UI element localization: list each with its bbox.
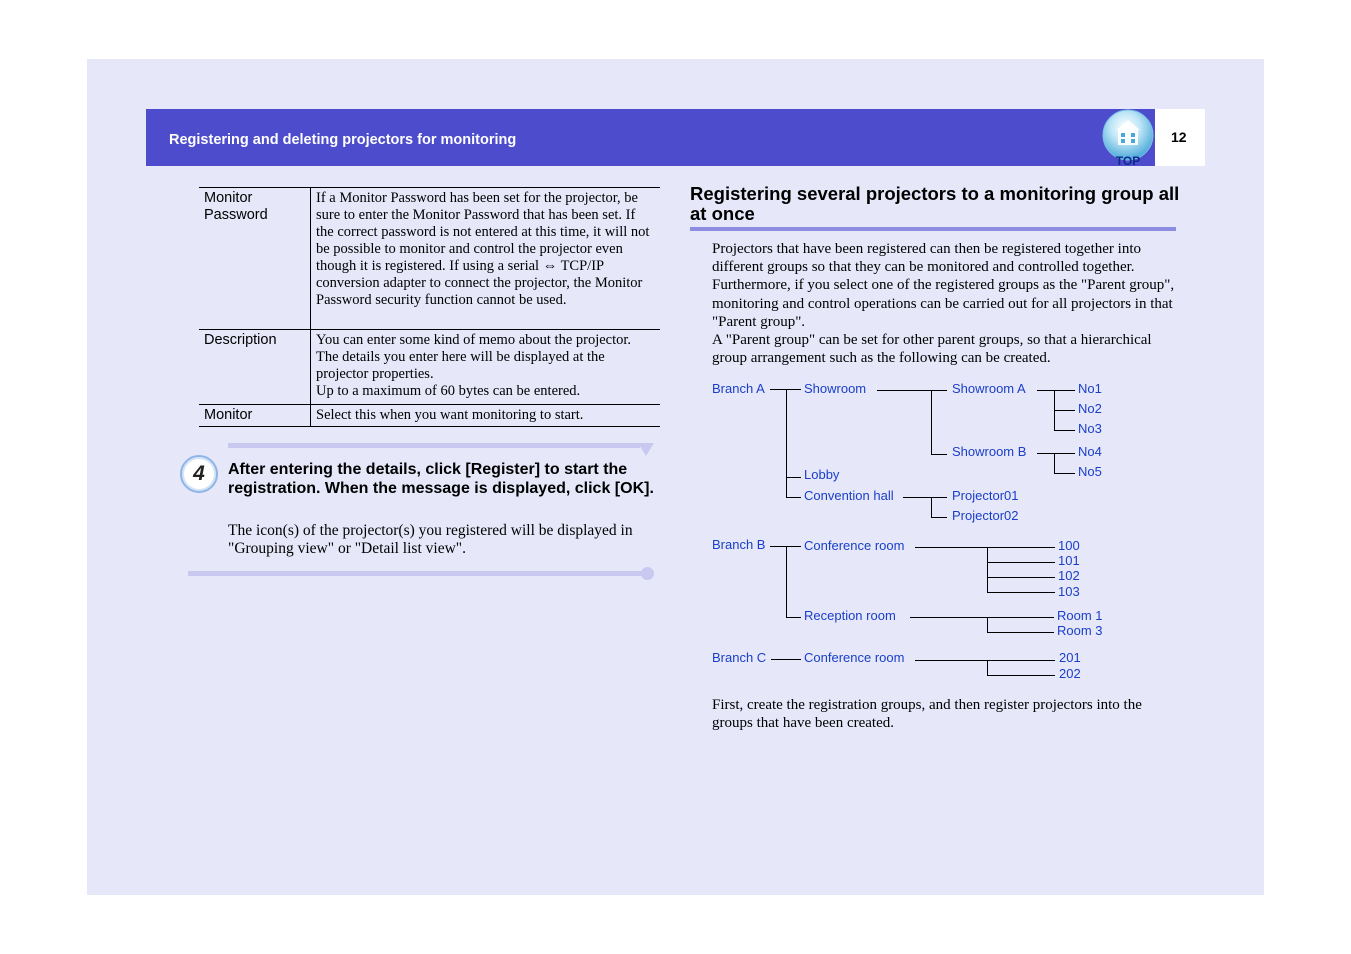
tree-node-202: 202 bbox=[1059, 666, 1081, 681]
step-body: The icon(s) of the projector(s) you registered will be displayed in "Grouping view" or "Detail list view". bbox=[228, 522, 633, 557]
tree-node-101: 101 bbox=[1058, 553, 1080, 568]
tree-node-103: 103 bbox=[1058, 584, 1080, 599]
section-paragraph: A "Parent group" can be set for other parent groups, so that a hierarchical group arrangement such as the following can be created. bbox=[712, 332, 1152, 367]
step-title: After entering the details, click [Register] to start the registration. When the message is displayed, click [OK]. bbox=[228, 461, 654, 497]
tree-node-conference-room-b: Conference room bbox=[804, 538, 905, 553]
table-row bbox=[199, 405, 660, 427]
table-value: Select this when you want monitoring to start. bbox=[311, 405, 661, 427]
tree-node-lobby: Lobby bbox=[804, 467, 840, 482]
section-title: Registering several projectors to a monitoring group all at once bbox=[690, 183, 1180, 224]
top-label: TOP bbox=[1115, 154, 1141, 168]
section-underline bbox=[690, 227, 1176, 231]
tree-node-201: 201 bbox=[1059, 650, 1081, 665]
top-home-button[interactable] bbox=[1101, 108, 1157, 168]
table-key: Monitor bbox=[199, 405, 311, 427]
step-divider-bottom bbox=[188, 571, 648, 576]
tree-node-room-3: Room 3 bbox=[1057, 623, 1103, 638]
tree-node-no2: No2 bbox=[1078, 401, 1102, 416]
table-row bbox=[199, 330, 660, 405]
tree-node-conference-room-c: Conference room bbox=[804, 650, 905, 665]
section-paragraph: First, create the registration groups, and then register projectors into the groups that have been created. bbox=[712, 697, 1142, 732]
tree-node-projector02: Projector02 bbox=[952, 508, 1019, 523]
tree-node-branch-b: Branch B bbox=[712, 537, 766, 552]
tree-node-100: 100 bbox=[1058, 538, 1080, 553]
tree-node-convention-hall: Convention hall bbox=[804, 488, 894, 503]
tree-node-showroom: Showroom bbox=[804, 381, 867, 396]
step-divider-dot bbox=[641, 567, 654, 580]
table-row bbox=[199, 188, 660, 330]
tree-node-branch-c: Branch C bbox=[712, 650, 767, 665]
step-divider-arrow bbox=[638, 443, 654, 456]
section-paragraph: Projectors that have been registered can then be registered together into different groups so that they can be monitored and controlled together. Furthermore, if you select one of the registered groups as the "Parent group", monitoring and control operations can be carried out for all projectors in that "Parent group". bbox=[712, 241, 1175, 330]
tree-node-reception-room: Reception room bbox=[804, 608, 896, 623]
step-divider-top bbox=[228, 443, 640, 448]
table-value bbox=[311, 330, 661, 405]
tree-node-102: 102 bbox=[1058, 568, 1080, 583]
table-key: Monitor Password bbox=[199, 188, 311, 330]
tree-node-room-1: Room 1 bbox=[1057, 608, 1103, 623]
top-home-icon bbox=[1101, 108, 1157, 168]
header-title: Registering and deleting projectors for monitoring bbox=[169, 132, 517, 148]
tree-node-projector01: Projector01 bbox=[952, 488, 1019, 503]
tree-node-no5: No5 bbox=[1078, 464, 1102, 479]
tree-node-no1: No1 bbox=[1078, 381, 1102, 396]
parameters-table bbox=[199, 187, 660, 427]
table-value-line: You can enter some kind of memo about the projector. The details you enter here will be displayed at the projector properties. bbox=[316, 332, 632, 382]
step-number-badge: 4 bbox=[180, 455, 218, 493]
table-value: If a Monitor Password has been set for the projector, be sure to enter the Monitor Password that has been set. If the correct password is not entered at this time, it will not be possible to monitor and control the projector even though it is registered. If using a serial ⇔ TCP/IP conversion adapter to connect the projector, the Monitor Password security function cannot be used. bbox=[311, 188, 661, 330]
table-value-line: Up to a maximum of 60 bytes can be entered. bbox=[316, 383, 581, 399]
tree-node-no3: No3 bbox=[1078, 421, 1102, 436]
tree-node-no4: No4 bbox=[1078, 444, 1102, 459]
table-key: Description bbox=[199, 330, 311, 405]
tree-node-showroom-b: Showroom B bbox=[952, 444, 1027, 459]
tree-node-branch-a: Branch A bbox=[712, 381, 765, 396]
tree-node-showroom-a: Showroom A bbox=[952, 381, 1026, 396]
page-number: 12 bbox=[1171, 129, 1187, 145]
